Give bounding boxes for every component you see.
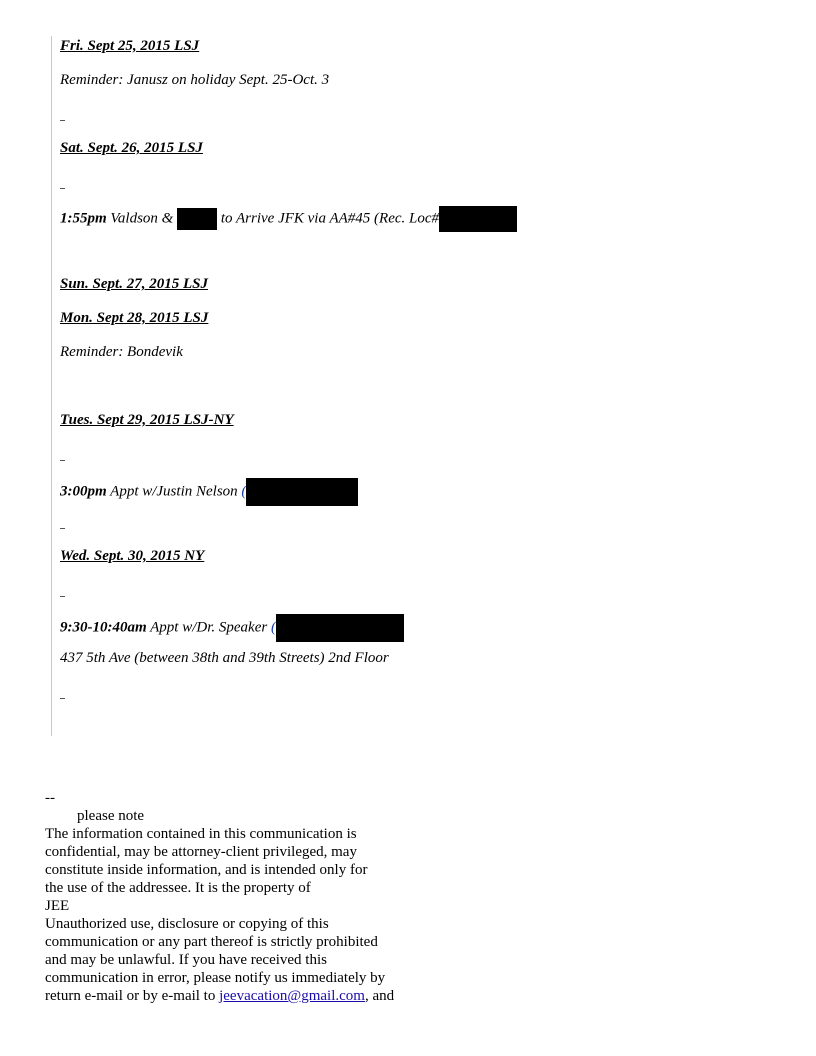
dash-bullet [60,120,65,121]
entry-text: Appt w/Justin Nelson [106,483,242,500]
date-header-mon: Mon. Sept 28, 2015 LSJ [60,310,209,326]
disclaimer-line: JEE [45,898,70,914]
email-link[interactable]: jeevacation@gmail.com [219,988,365,1004]
entry-time: 1:55pm [60,210,107,227]
disclaimer-text: , and [364,988,395,1004]
date-header-wed: Wed. Sept. 30, 2015 NY [60,548,205,564]
dash-bullet [60,698,65,699]
disclaimer-line: communication or any part thereof is strictly prohibited [45,934,378,950]
entry-time: 3:00pm [60,483,107,500]
date-header-sun: Sun. Sept. 27, 2015 LSJ [60,276,208,292]
entry-paren: ( [241,483,247,500]
disclaimer-text: return e-mail or by e-mail to [45,988,220,1004]
entry-address: 437 5th Ave (between 38th and 39th Streets) 2nd Floor [60,650,389,666]
entry-text: to Arrive JFK via AA#45 (Rec. Loc# [217,210,440,227]
entry-appt-nelson [60,478,358,506]
disclaimer-line: The information contained in this communication is [45,826,357,842]
disclaimer-line: constitute inside information, and is intended only for [45,862,368,878]
reminder-bondevik: Reminder: Bondevik [60,344,183,360]
entry-arrival [60,206,517,232]
redaction-box [246,478,358,506]
date-header-fri: Fri. Sept 25, 2015 LSJ [60,38,200,54]
signature-separator: -- [45,790,55,806]
entry-paren: ( [270,619,276,636]
dash-bullet [60,596,65,597]
dash-bullet [60,460,65,461]
reminder-janusz: Reminder: Janusz on holiday Sept. 25-Oct. 3 [60,72,330,88]
disclaimer-line: the use of the addressee. It is the property of [45,880,311,896]
date-header-tue: Tues. Sept 29, 2015 LSJ-NY [60,412,234,428]
disclaimer-line: communication in error, please notify us immediately by [45,970,386,986]
signature-note: please note [77,808,145,824]
redaction-box [276,614,404,642]
dash-bullet [60,188,65,189]
quoted-schedule [51,36,752,736]
disclaimer-line: confidential, may be attorney-client privileged, may [45,844,357,860]
entry-appt-speaker [60,614,404,642]
entry-time: 9:30-10:40am [60,619,147,636]
redaction-box [439,206,517,232]
disclaimer-line: Unauthorized use, disclosure or copying of this [45,916,329,932]
disclaimer-line: and may be unlawful. If you have received this [45,952,327,968]
date-header-sat: Sat. Sept. 26, 2015 LSJ [60,140,203,156]
dash-bullet [60,528,65,529]
redaction-box [177,208,217,230]
entry-text: Valdson & [106,210,178,227]
disclaimer-last-line [45,987,394,1005]
entry-text: Appt w/Dr. Speaker [146,619,271,636]
